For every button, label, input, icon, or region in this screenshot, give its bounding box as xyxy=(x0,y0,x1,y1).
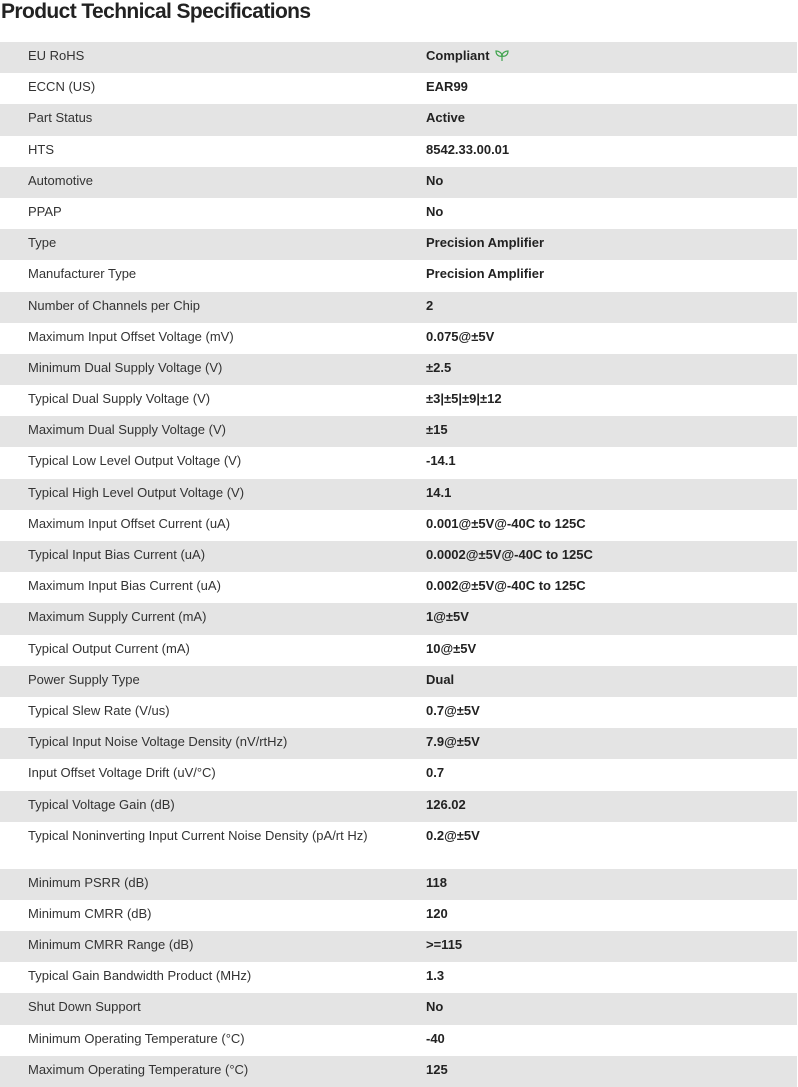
spec-name: Minimum Operating Temperature (°C) xyxy=(28,1030,245,1046)
spec-value: 1@±5V xyxy=(426,609,469,625)
spec-name: Typical Voltage Gain (dB) xyxy=(28,796,175,812)
table-row xyxy=(0,167,797,198)
spec-name: Part Status xyxy=(28,110,93,126)
spec-name: Number of Channels per Chip xyxy=(28,297,200,313)
spec-name: Minimum CMRR (dB) xyxy=(28,905,152,921)
spec-value: 0.075@±5V xyxy=(426,328,495,344)
spec-name: Type xyxy=(28,235,57,251)
spec-value: ±15 xyxy=(426,422,448,438)
table-row xyxy=(0,822,797,869)
table-row xyxy=(0,900,797,931)
spec-value: 120 xyxy=(426,905,448,921)
spec-value: 0.002@±5V@-40C to 125C xyxy=(426,578,586,594)
table-row xyxy=(0,479,797,510)
spec-name: Typical Gain Bandwidth Product (MHz) xyxy=(28,968,252,984)
spec-value: 2 xyxy=(426,297,434,313)
spec-name: Input Offset Voltage Drift (uV/°C) xyxy=(28,765,216,781)
spec-value: 0.2@±5V xyxy=(426,827,480,843)
spec-name: Typical Slew Rate (V/us) xyxy=(28,702,170,718)
page-title: Product Technical Specifications xyxy=(1,0,311,23)
table-row xyxy=(0,136,797,167)
spec-name: Typical Dual Supply Voltage (V) xyxy=(28,391,211,407)
spec-name: Shut Down Support xyxy=(28,999,141,1015)
table-row xyxy=(0,697,797,728)
spec-name: Maximum Operating Temperature (°C) xyxy=(28,1061,249,1077)
spec-name: Maximum Supply Current (mA) xyxy=(28,609,207,625)
spec-name: Power Supply Type xyxy=(28,671,140,687)
spec-name: Manufacturer Type xyxy=(28,266,137,282)
table-row xyxy=(0,603,797,634)
spec-value: 14.1 xyxy=(426,484,452,500)
spec-name: Typical High Level Output Voltage (V) xyxy=(28,484,245,500)
spec-name: Typical Input Bias Current (uA) xyxy=(28,547,206,562)
spec-value: 125 xyxy=(426,1061,448,1077)
spec-value: No xyxy=(426,999,444,1015)
spec-name: Maximum Dual Supply Voltage (V) xyxy=(28,422,226,438)
table-row xyxy=(0,541,797,572)
spec-name: Typical Low Level Output Voltage (V) xyxy=(28,453,242,469)
spec-value: EAR99 xyxy=(426,79,468,95)
spec-value: -40 xyxy=(426,1030,445,1046)
table-row xyxy=(0,1056,797,1087)
spec-value xyxy=(426,42,797,73)
table-row xyxy=(0,416,797,447)
spec-name: EU RoHS xyxy=(28,48,85,63)
spec-name: Maximum Input Offset Voltage (mV) xyxy=(28,328,234,344)
table-row xyxy=(0,728,797,759)
table-row xyxy=(0,931,797,962)
table-row xyxy=(0,635,797,666)
spec-value: 10@±5V xyxy=(426,640,477,656)
spec-value: -14.1 xyxy=(426,453,456,469)
table-row xyxy=(0,104,797,135)
spec-name: Maximum Input Offset Current (uA) xyxy=(28,515,231,531)
spec-name: ECCN (US) xyxy=(28,79,96,95)
spec-value: Dual xyxy=(426,671,455,687)
table-row xyxy=(0,993,797,1024)
spec-value: >=115 xyxy=(426,937,463,953)
spec-name: Minimum PSRR (dB) xyxy=(28,874,149,890)
spec-value: 0.7@±5V xyxy=(426,702,480,718)
spec-name: PPAP xyxy=(28,203,62,219)
table-row xyxy=(0,666,797,697)
spec-value: Active xyxy=(426,110,466,126)
spec-value-text: Compliant xyxy=(426,48,490,63)
spec-value: 126.02 xyxy=(426,796,466,812)
table-row xyxy=(0,260,797,291)
spec-value: 118 xyxy=(426,874,447,890)
spec-name: Typical Input Noise Voltage Density (nV/rtHz) xyxy=(28,734,288,750)
spec-value: 0.001@±5V@-40C to 125C xyxy=(426,515,586,531)
leaf-icon xyxy=(495,50,509,65)
table-row xyxy=(0,42,797,73)
table-row xyxy=(0,73,797,104)
spec-value: No xyxy=(426,203,444,219)
table-row xyxy=(0,791,797,822)
table-row xyxy=(0,229,797,260)
table-row xyxy=(0,292,797,323)
table-row xyxy=(0,385,797,416)
spec-name: Minimum Dual Supply Voltage (V) xyxy=(28,359,223,375)
spec-value: 8542.33.00.01 xyxy=(426,141,510,157)
spec-name: Typical Output Current (mA) xyxy=(28,640,190,656)
table-row xyxy=(0,572,797,603)
table-row xyxy=(0,447,797,478)
table-row xyxy=(0,759,797,790)
spec-name: Automotive xyxy=(28,172,94,188)
spec-value: No xyxy=(426,172,444,188)
table-row xyxy=(0,1025,797,1056)
table-row xyxy=(0,198,797,229)
spec-name: Minimum CMRR Range (dB) xyxy=(28,937,194,953)
spec-value: 0.0002@±5V@-40C to 125C xyxy=(426,547,593,562)
table-row xyxy=(0,354,797,385)
spec-value: 0.7 xyxy=(426,765,445,781)
spec-name: Maximum Input Bias Current (uA) xyxy=(28,578,221,594)
spec-value: ±3|±5|±9|±12 xyxy=(426,391,502,407)
spec-name: Typical Noninverting Input Current Noise Density (pA/rt Hz) xyxy=(28,827,368,843)
spec-value: 1.3 xyxy=(426,968,445,984)
spec-value: Precision Amplifier xyxy=(426,266,544,282)
spec-value: ±2.5 xyxy=(426,359,452,375)
table-row xyxy=(0,323,797,354)
spec-table xyxy=(0,42,797,1087)
spec-value: 7.9@±5V xyxy=(426,734,480,750)
table-row xyxy=(0,962,797,993)
spec-name: HTS xyxy=(28,141,54,157)
table-row xyxy=(0,510,797,541)
table-row xyxy=(0,869,797,900)
spec-value: Precision Amplifier xyxy=(426,235,544,251)
